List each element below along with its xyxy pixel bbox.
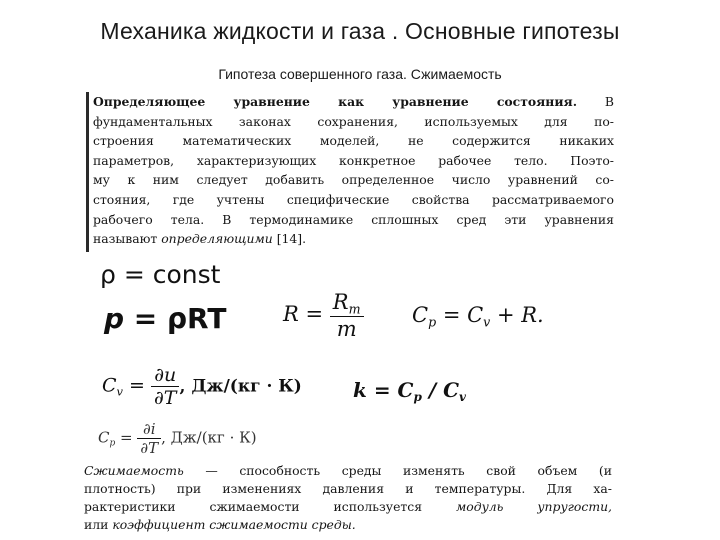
subscript: m — [348, 301, 361, 317]
formula-gas-constant — [283, 290, 364, 341]
italic-term: определяющими — [161, 231, 273, 247]
equals: = — [122, 374, 151, 397]
compressibility-paragraph — [84, 462, 612, 534]
line-text: или — [84, 517, 113, 532]
fraction — [137, 420, 161, 457]
paragraph-line — [84, 498, 612, 516]
paragraph-line: фундаментальных законах сохранения, используемых для по- — [93, 113, 614, 129]
paragraph-line — [84, 462, 612, 480]
fraction-denominator: ∂T — [153, 387, 177, 409]
subscript: p — [413, 390, 422, 405]
fraction — [151, 364, 180, 409]
r-lhs: R = — [283, 302, 330, 327]
c-symbol: C — [102, 374, 117, 397]
state-rhs: = ρRT — [124, 302, 227, 335]
slide-title: Механика жидкости и газа . Основные гипотезы — [100, 18, 620, 44]
definition-paragraph — [86, 92, 614, 252]
subscript: v — [483, 314, 491, 330]
units: , Дж/(кг · К) — [179, 376, 302, 397]
fraction-denominator: m — [336, 317, 357, 342]
pressure-symbol: p — [104, 302, 125, 335]
formula-adiabatic-index — [353, 378, 466, 404]
c-symbol: C — [98, 428, 110, 447]
last-prefix: называют — [93, 231, 162, 247]
fraction-numerator: ∂i — [137, 420, 161, 439]
reference: [14]. — [272, 231, 307, 247]
formula-mayer-relation — [412, 303, 544, 329]
paragraph-line: строения математических моделей, не содержится никаких — [93, 133, 614, 149]
divide-c: / C — [421, 378, 460, 402]
slide-subtitle: Гипотеза совершенного газа. Сжимаемость — [218, 66, 502, 82]
subscript: p — [428, 314, 437, 330]
paragraph-line — [93, 92, 614, 112]
paragraph-line: плотность) при изменениях давления и температуры. Для ха- — [84, 481, 612, 496]
subscript: p — [109, 438, 116, 449]
paragraph-line — [84, 516, 612, 534]
lead-bold-text: Определяющее уравнение как уравнение состояния. — [93, 94, 578, 109]
r-symbol: R — [332, 290, 349, 314]
fraction-numerator: ∂u — [151, 364, 180, 387]
line-text: рактеристики сжимаемости используется — [84, 499, 456, 514]
formula-equation-of-state — [104, 302, 226, 335]
subscript: v — [459, 390, 466, 405]
paragraph-line: му к ним следует добавить определенное число уравнений со- — [93, 172, 614, 188]
equals-c: = C — [436, 303, 484, 327]
paragraph-line: стояния, где учтены специфические свойства рассматриваемого — [93, 191, 614, 207]
k-equals-c: k = C — [353, 378, 414, 402]
equals: = — [115, 428, 138, 447]
paragraph-line: параметров, характеризующих конкретное рабочее тело. Поэто- — [93, 152, 614, 168]
subscript: v — [116, 384, 123, 399]
italic-term: коэффициент сжимаемости среды. — [112, 517, 356, 532]
units: , Дж/(кг · К) — [161, 428, 257, 447]
lead-rest-text: В — [577, 94, 614, 109]
italic-term: модуль упругости, — [456, 499, 612, 514]
formula-cp — [98, 420, 257, 457]
formula-rho-const: ρ = const — [100, 260, 221, 289]
fraction-denominator: ∂T — [140, 439, 159, 457]
formula-cv — [102, 364, 302, 409]
line-text: — способность среды изменять свой объем (и — [183, 463, 612, 478]
c-symbol: C — [412, 303, 429, 327]
italic-term: Сжимаемость — [84, 463, 184, 478]
plus-r: + R. — [490, 303, 544, 327]
paragraph-line: рабочего тела. В термодинамике сплошных сред эти уравнения — [93, 211, 614, 227]
fraction-numerator — [330, 290, 364, 317]
fraction — [330, 290, 364, 341]
paragraph-line — [93, 229, 614, 249]
